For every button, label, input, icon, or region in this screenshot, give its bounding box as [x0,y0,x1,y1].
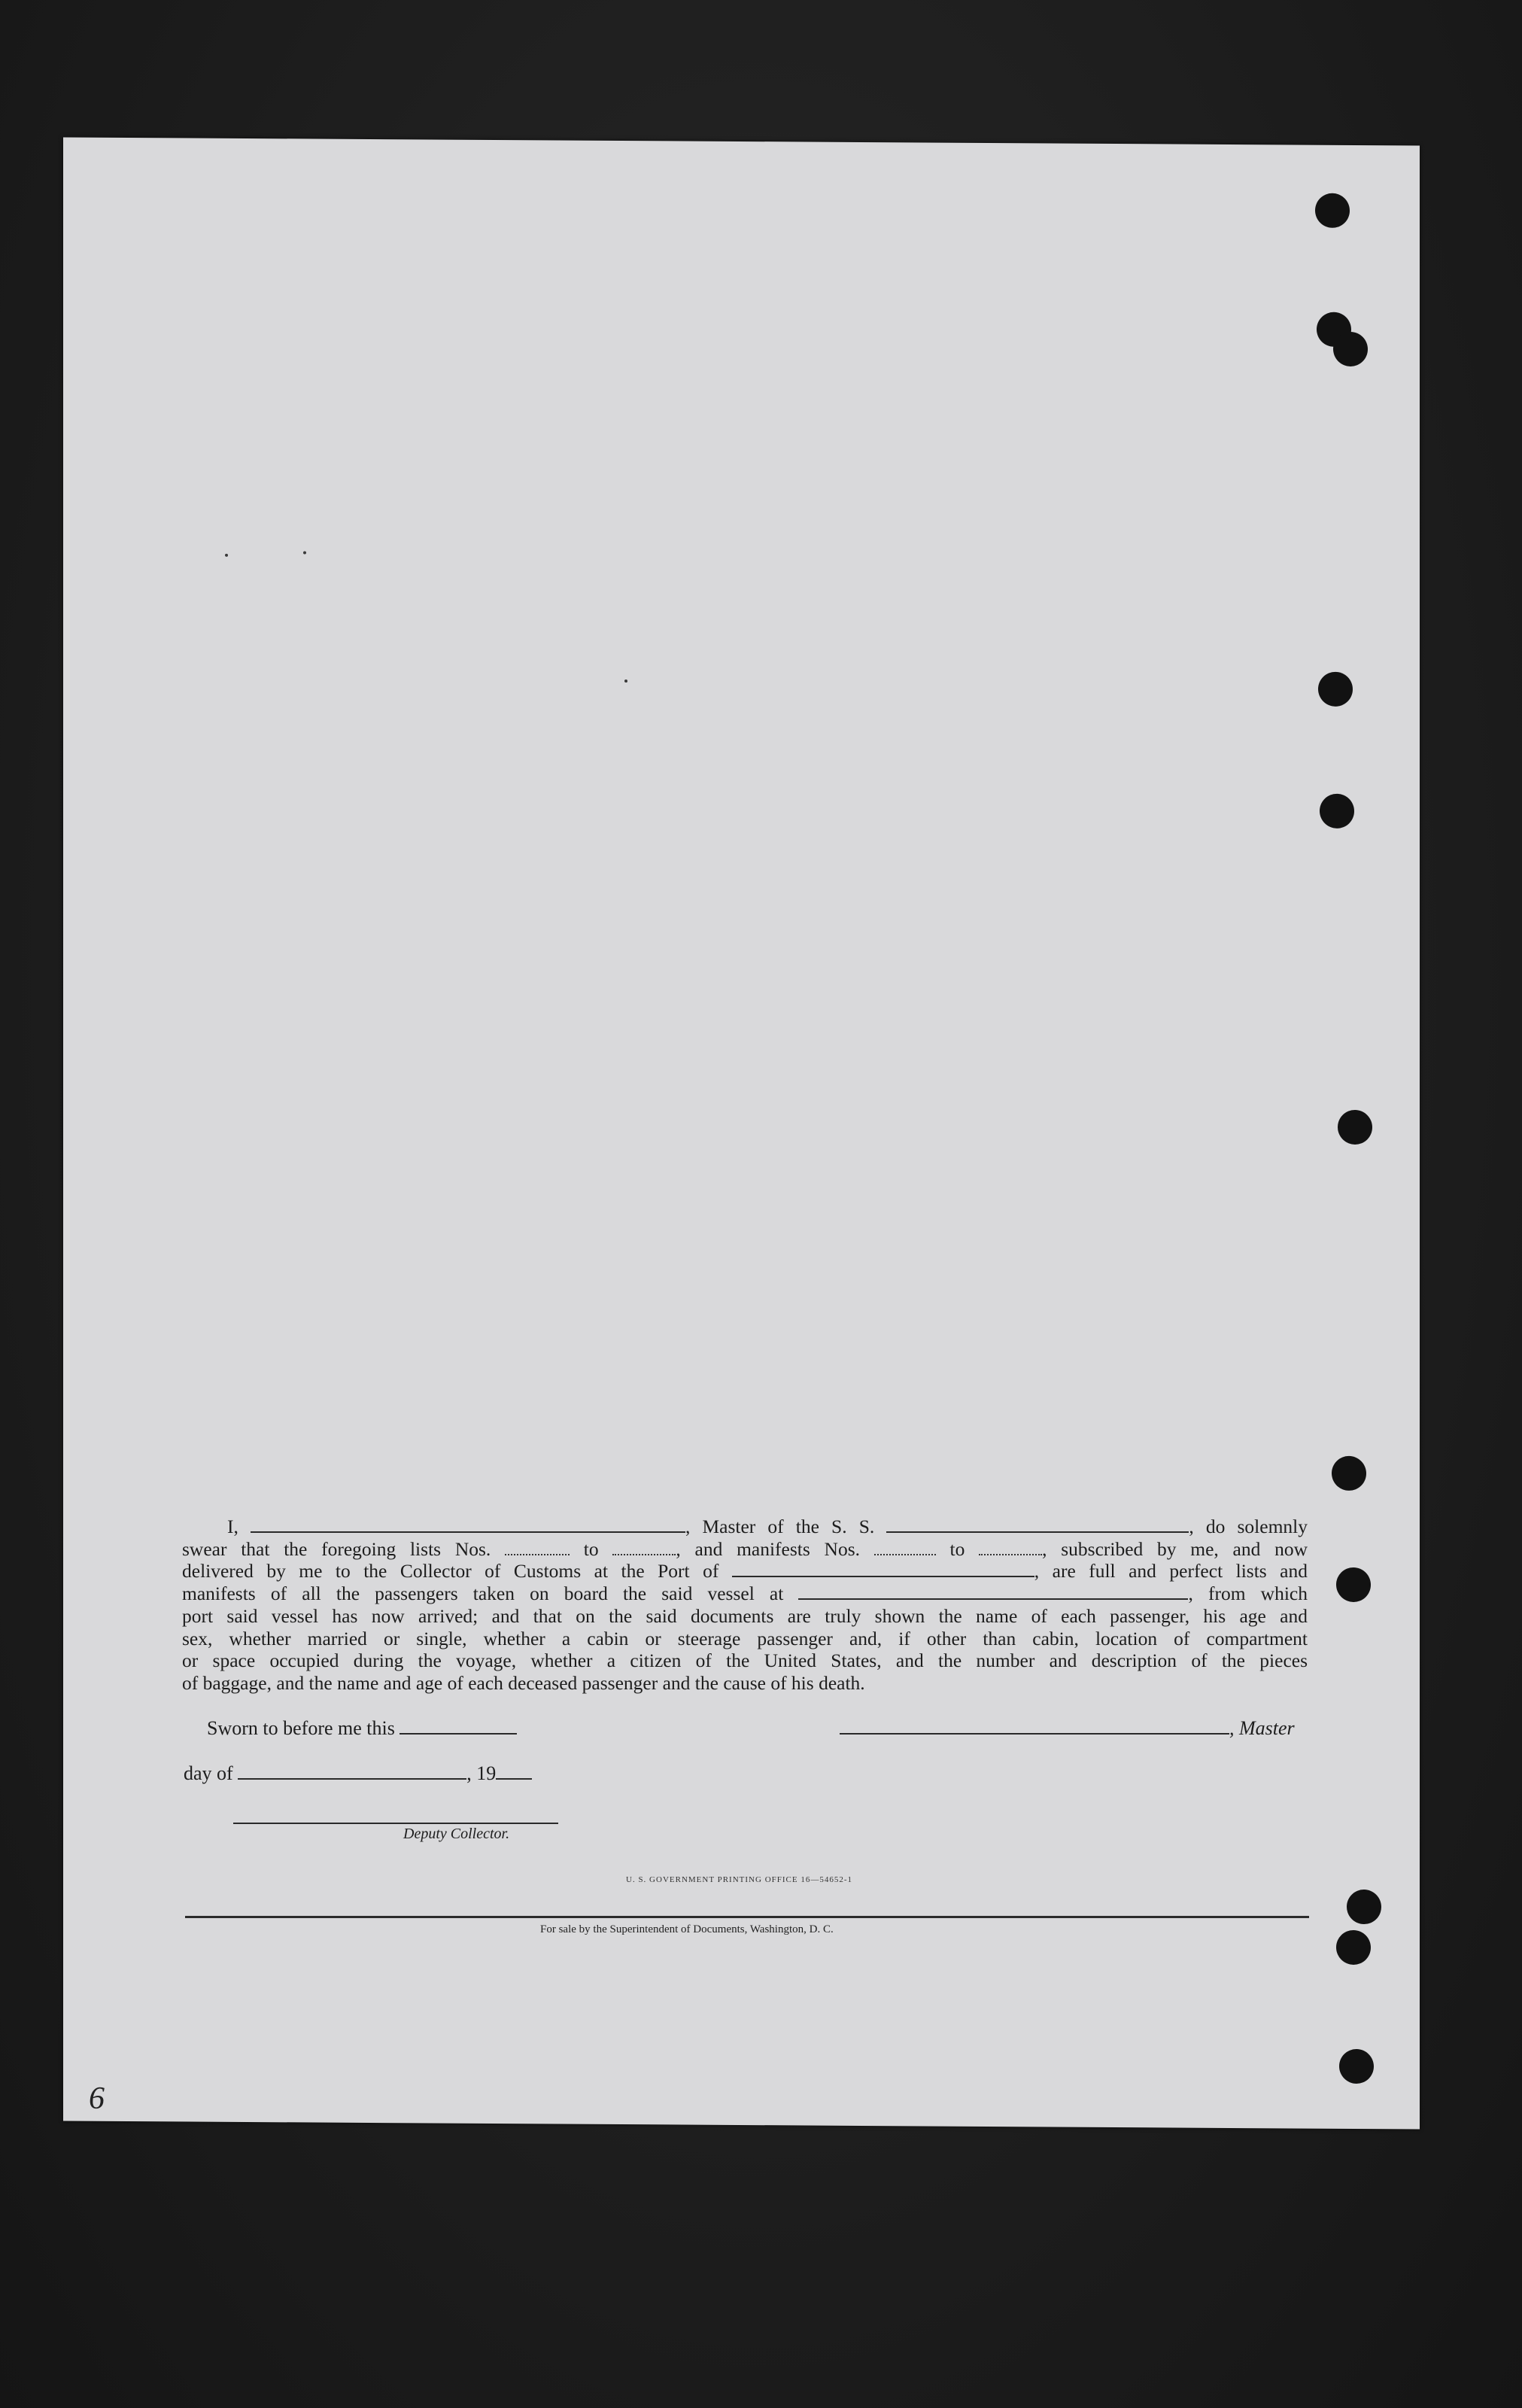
sworn-date-field[interactable] [399,1719,517,1735]
handwritten-mark: 6 [89,2081,105,2116]
master-label: , Master [1229,1717,1295,1739]
oath-text: , are full and perfect lists and [1034,1560,1308,1583]
deputy-signature-line[interactable] [233,1823,558,1824]
deputy-collector-label: Deputy Collector. [403,1826,510,1842]
punch-hole [1318,672,1353,707]
oath-line-4 [182,1583,1308,1605]
footer-rule [185,1916,1309,1918]
oath-text: swear that the foregoing lists Nos. [182,1537,491,1560]
master-signature-field[interactable] [840,1719,1229,1735]
year-prefix: , 19 [466,1762,497,1784]
list-from-field[interactable] [505,1540,570,1555]
punch-hole [1333,332,1368,366]
oath-paragraph [182,1516,1308,1695]
sworn-line [207,1717,517,1740]
master-name-field[interactable] [251,1518,685,1533]
for-sale-note: For sale by the Superintendent of Documents, Washington, D. C. [540,1923,834,1935]
port-field[interactable] [732,1562,1034,1577]
punch-hole [1315,193,1350,228]
speck [225,554,228,557]
punch-hole [1338,1110,1372,1145]
year-field[interactable] [496,1765,532,1780]
printing-office-imprint: U. S. GOVERNMENT PRINTING OFFICE 16—54652-1 [626,1875,853,1884]
manifest-to-field[interactable] [979,1540,1042,1555]
master-signature-line [840,1717,1295,1740]
oath-line-3 [182,1560,1308,1583]
speck [624,680,627,683]
document-page [63,137,1420,2129]
oath-line-2 [182,1538,1308,1561]
oath-line-6: sex, whether married or single, whether a cabin or steerage passenger and, if other than cabin, location of compartment [182,1627,1308,1649]
day-of-line [184,1762,532,1785]
ship-name-field[interactable] [886,1518,1189,1533]
oath-line-7: or space occupied during the voyage, whether a citizen of the United States, and the number and description of the pieces [182,1649,1308,1672]
list-to-field[interactable] [612,1540,676,1555]
oath-text: to [949,1537,965,1560]
oath-text: manifests of all the passengers taken on board the said vessel at [182,1583,784,1605]
speck [303,551,306,554]
punch-hole [1339,2049,1374,2084]
oath-line-8: of baggage, and the name and age of each deceased passenger and the cause of his death. [182,1671,865,1694]
punch-hole [1320,794,1354,829]
oath-text: , do solemnly [1189,1516,1308,1537]
manifest-from-field[interactable] [874,1540,936,1555]
sworn-label: Sworn to before me this [207,1717,395,1739]
punch-hole [1336,1930,1371,1965]
oath-text: to [583,1537,599,1560]
month-field[interactable] [238,1765,466,1780]
day-of-label: day of [184,1762,233,1784]
oath-line-1 [182,1516,1308,1538]
oath-line-5: port said vessel has now arrived; and that on the said documents are truly shown the name of each passenger, his age and [182,1604,1308,1627]
embark-port-field[interactable] [798,1585,1188,1600]
oath-text: delivered by me to the Collector of Customs at the Port of [182,1560,719,1583]
punch-hole [1347,1890,1381,1924]
punch-hole [1336,1567,1371,1602]
oath-text: , and manifests Nos. [676,1537,861,1560]
oath-text: , subscribed by me, and now [1042,1537,1308,1560]
punch-hole [1332,1456,1366,1491]
oath-text: I, [227,1516,238,1537]
oath-text: , from which [1188,1583,1308,1605]
oath-text: , Master of the S. S. [685,1516,875,1537]
